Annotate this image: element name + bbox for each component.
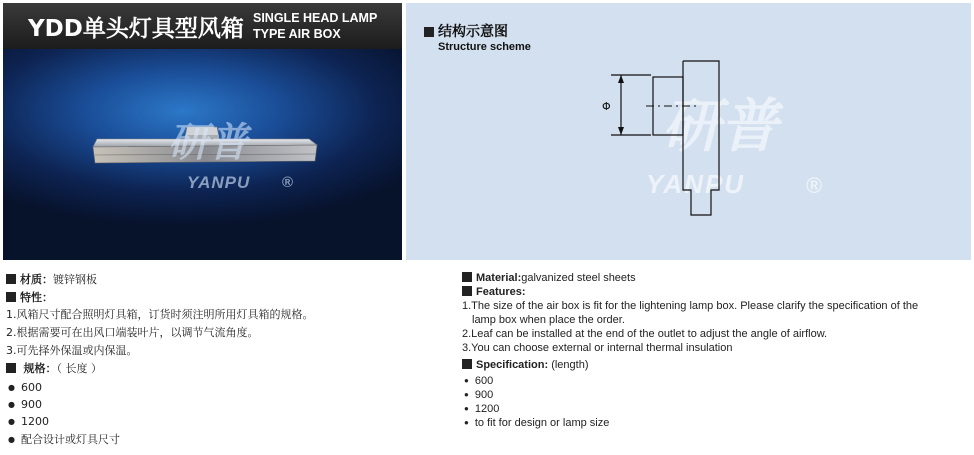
features-label-en: Features: — [476, 286, 526, 298]
square-bullet-icon — [462, 272, 472, 282]
product-photo-panel — [3, 3, 402, 260]
spec-heading-cn — [6, 361, 102, 376]
spec-note-cn: （ 长度 ） — [56, 362, 102, 375]
material-value-en: galvanized steel sheets — [521, 272, 636, 284]
spec-cn-item: ● 1200 — [8, 414, 49, 429]
spec-cn-item: ● 配合设计或灯具尺寸 — [8, 432, 120, 447]
feature-en-3: 3.You can choose external or internal thermal insulation — [462, 342, 733, 354]
material-label-en: Material: — [476, 272, 522, 284]
feature-cn-2: 2.根据需要可在出风口端装叶片，以调节气流角度。 — [6, 326, 259, 339]
product-title-en-line2: TYPE AIR BOX — [253, 27, 341, 41]
material-en — [462, 271, 636, 286]
feature-cn-1: 1.风箱尺寸配合照明灯具箱，订货时须注明所用灯具箱的规格。 — [6, 308, 314, 321]
structure-subtitle: Structure scheme — [438, 41, 531, 53]
features-label-cn: 特性： — [20, 291, 53, 304]
spec-en-item: ● to fit for design or lamp size — [464, 415, 609, 431]
yanpu-watermark-cn-large: 研普 — [662, 92, 779, 160]
yanpu-watermark-en-large: YANPU — [646, 169, 746, 199]
spec-en-item: ● 600 — [464, 373, 493, 389]
material-cn — [6, 272, 97, 287]
yanpu-watermark-en: YANPU — [187, 173, 251, 192]
spec-cn-item: ● 600 — [8, 380, 42, 395]
feature-cn-3: 3.可先择外保温或内保温。 — [6, 344, 138, 357]
square-bullet-icon — [6, 274, 16, 284]
spec-label-cn: 规格： — [23, 362, 57, 375]
registered-mark: ® — [282, 174, 294, 191]
spec-heading-en — [462, 358, 588, 373]
feature-en-2: 2.Leaf can be installed at the end of the outlet to adjust the angle of airflow. — [462, 328, 828, 340]
product-title-en-line1: SINGLE HEAD LAMP — [253, 11, 378, 25]
air-box-schematic — [406, 3, 971, 260]
spec-label-en: Specification: — [476, 359, 549, 371]
spec-en-item: ● 1200 — [464, 401, 499, 417]
registered-mark-large: ® — [806, 173, 823, 198]
material-value-cn: 镀锌钢板 — [53, 273, 97, 286]
product-title-cn: YDD单头灯具型风箱 — [28, 16, 244, 42]
yanpu-watermark-cn: 研普 — [168, 120, 248, 166]
square-bullet-icon — [462, 286, 472, 296]
material-label-cn: 材质： — [20, 273, 53, 286]
features-heading-cn — [6, 290, 53, 305]
spec-cn-item: ● 900 — [8, 397, 42, 412]
feature-en-1-line1: 1.The size of the air box is fit for the lightening lamp box. Please clarify the specification of the — [462, 300, 919, 312]
features-heading-en — [462, 285, 526, 300]
diameter-symbol: Φ — [602, 100, 611, 113]
feature-en-1-line2: lamp box when place the order. — [472, 314, 625, 326]
box-body — [683, 61, 719, 215]
square-bullet-icon — [6, 292, 16, 302]
title-bar — [3, 3, 402, 49]
square-bullet-icon — [6, 363, 16, 373]
square-bullet-icon — [462, 359, 472, 369]
spec-en-item: ● 900 — [464, 387, 493, 403]
spec-note-en: (length) — [551, 359, 589, 371]
structure-diagram-panel — [406, 3, 971, 260]
structure-title-cn: 结构示意图 — [438, 24, 508, 40]
